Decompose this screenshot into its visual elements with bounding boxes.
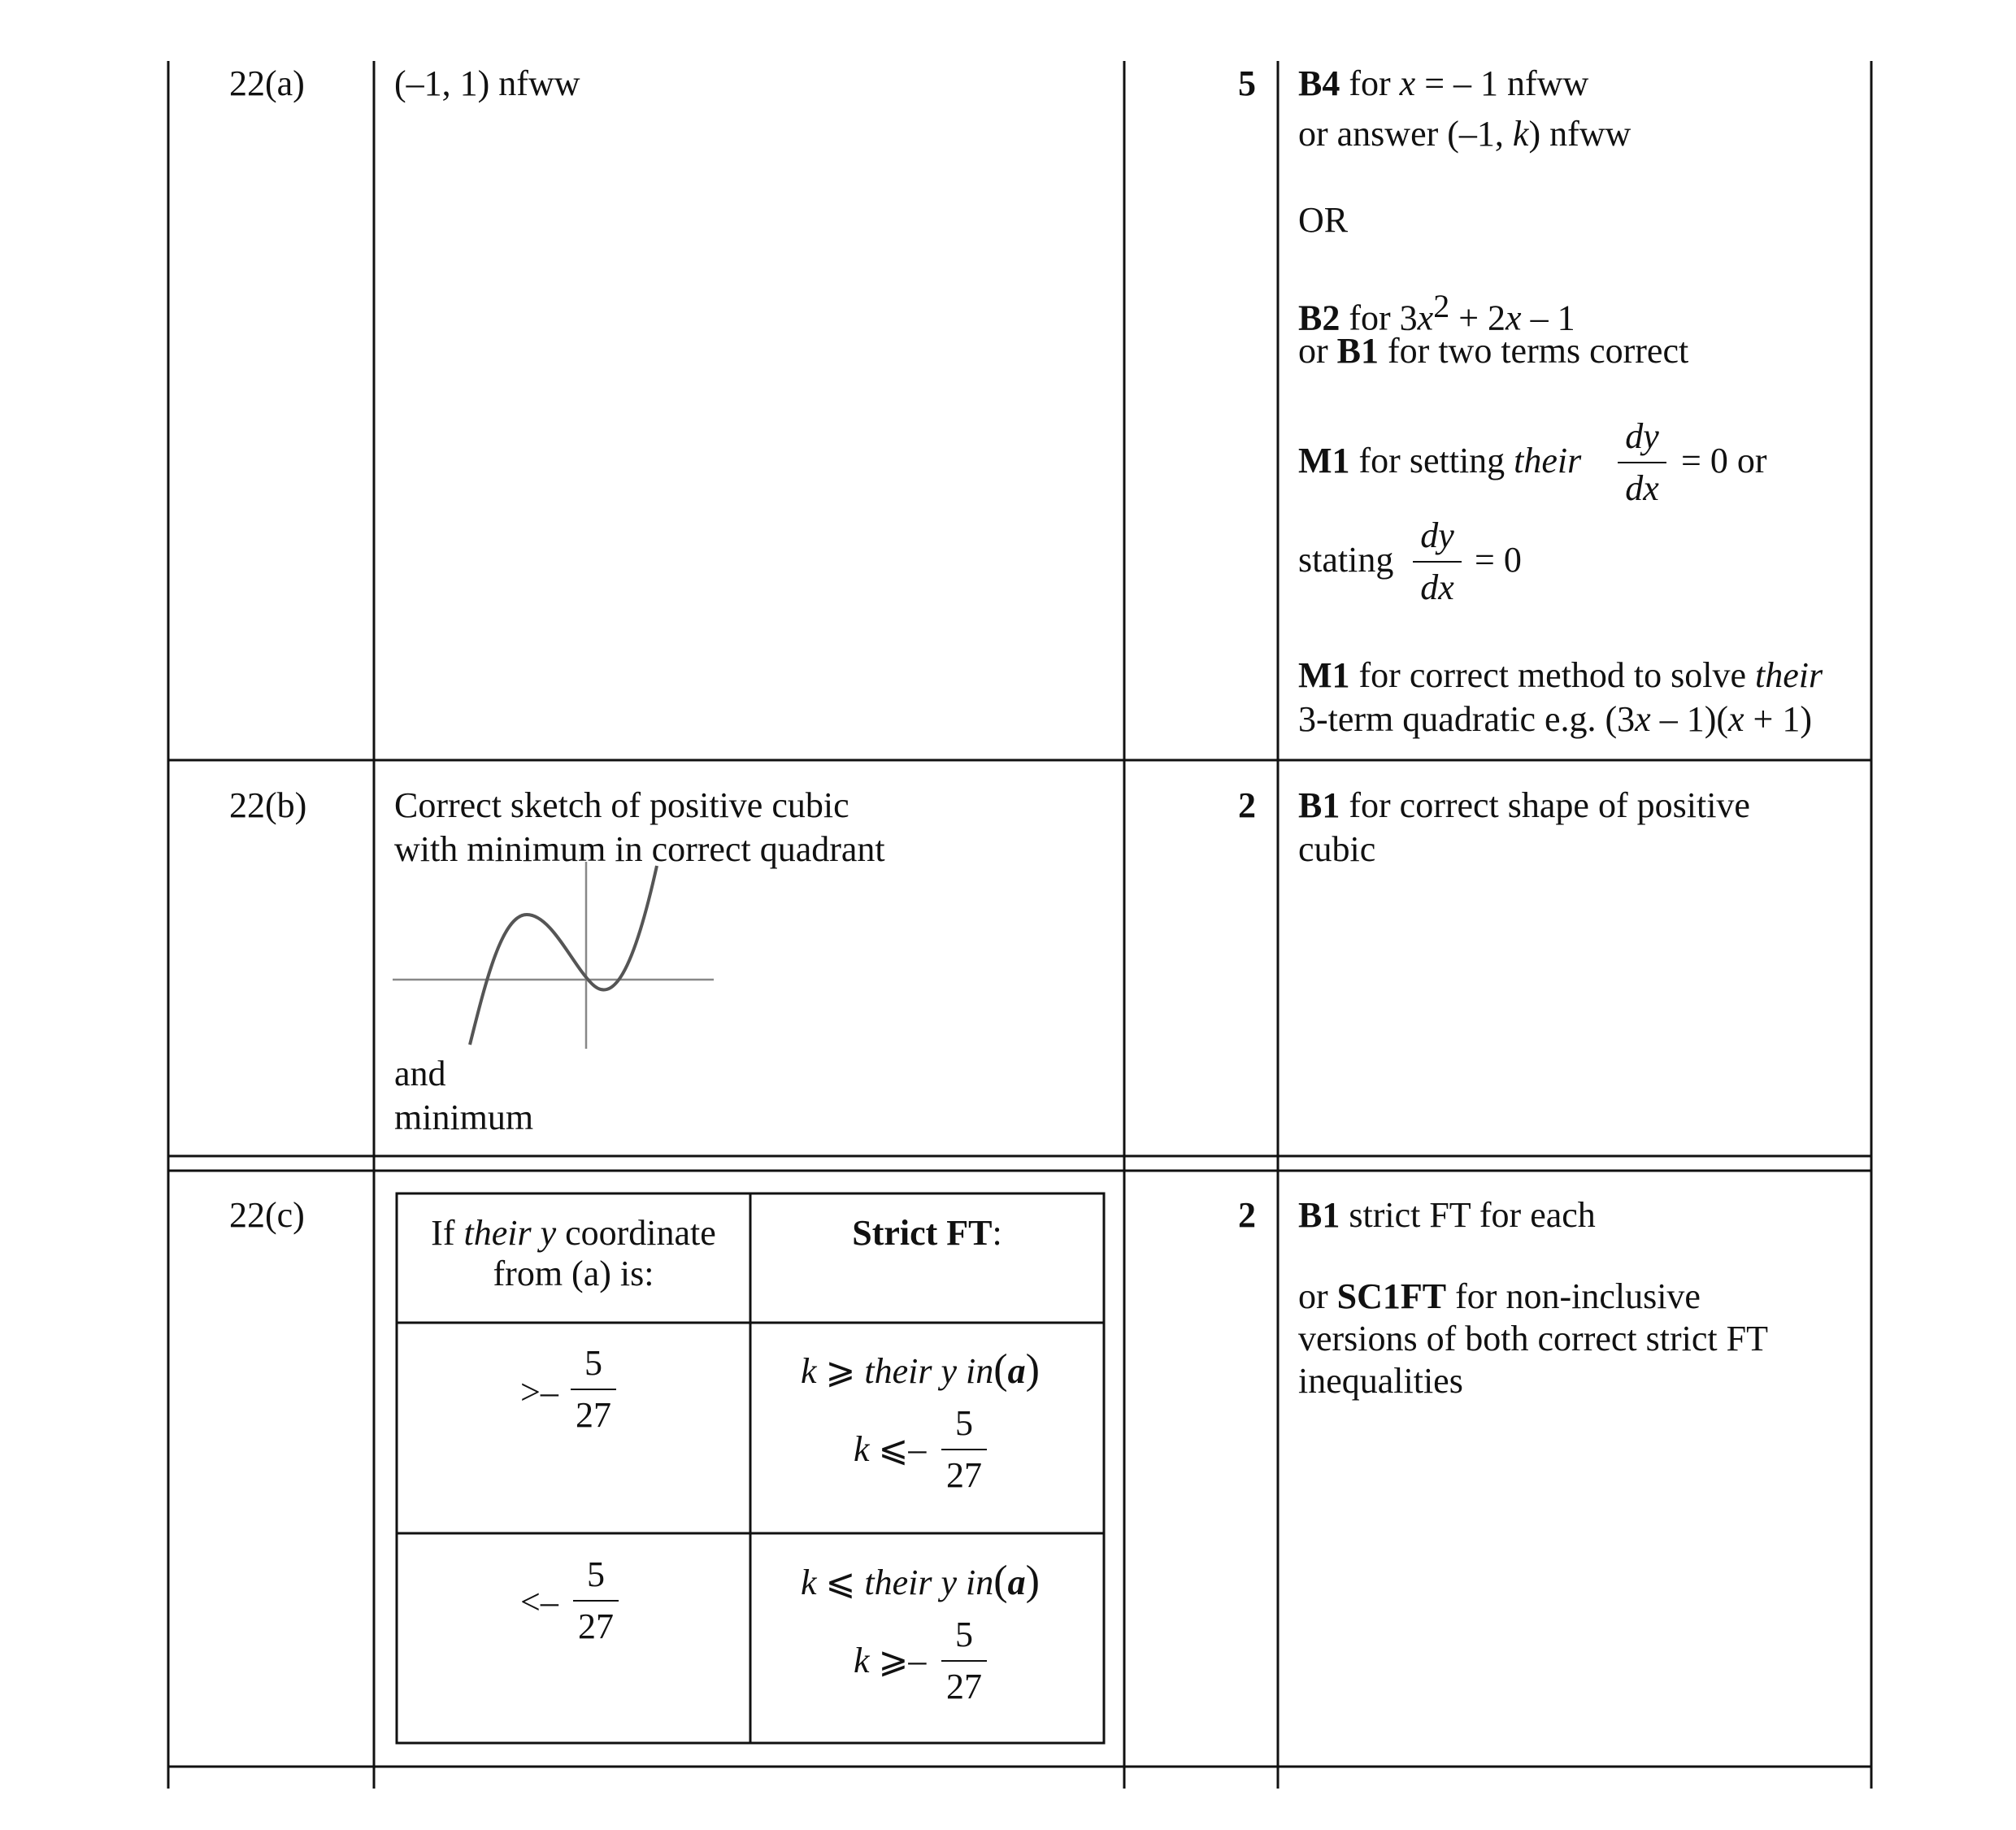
question-22c: 22(c) <box>229 1195 305 1235</box>
dydx-fraction-2: dy dx <box>1413 514 1462 610</box>
ft-row1-condition: >– <box>520 1372 558 1412</box>
note-or: OR <box>1298 200 1349 240</box>
answer-22b-line-4: minimum <box>394 1098 534 1137</box>
ft-row2-rule-2: k ⩾– <box>854 1641 927 1680</box>
ft-row1-rule-2-fraction: 5 27 <box>941 1402 987 1497</box>
note-stating-eq: = 0 <box>1475 540 1522 580</box>
ft-row2-fraction: 5 27 <box>573 1553 619 1649</box>
ft-head-right: Strict FT: <box>852 1213 1002 1253</box>
note-m1-setting: M1 for setting their <box>1298 441 1582 480</box>
answer-22b-line-2: with minimum in correct quadrant <box>394 829 885 869</box>
ft-head-left-1: If their y coordinate <box>431 1213 716 1253</box>
ft-row1-fraction: 5 27 <box>571 1341 616 1437</box>
note-22c-b1: B1 strict FT for each <box>1298 1195 1596 1235</box>
note-22c-sc-line-3: inequalities <box>1298 1361 1463 1401</box>
marks-22a: 5 <box>1238 63 1256 103</box>
note-22c-sc-line-1: or SC1FT for non-inclusive <box>1298 1276 1701 1316</box>
ft-row2-rule-2-fraction: 5 27 <box>941 1613 987 1709</box>
question-22b: 22(b) <box>229 785 307 825</box>
question-22a: 22(a) <box>229 63 305 103</box>
note-22b-b1-line-1: B1 for correct shape of positive <box>1298 785 1750 825</box>
note-m1-quadratic: 3-term quadratic e.g. (3x – 1)(x + 1) <box>1298 699 1812 739</box>
note-22b-b1-line-2: cubic <box>1298 829 1376 869</box>
note-b1-two-terms: or B1 for two terms correct <box>1298 331 1689 371</box>
note-b4-line: B4 for x = – 1 nfww <box>1298 63 1589 103</box>
cubic-curve <box>470 866 657 1045</box>
note-22c-sc-line-2: versions of both correct strict FT <box>1298 1319 1768 1358</box>
marks-22b: 2 <box>1238 785 1256 825</box>
answer-22b-line-3: and <box>394 1054 446 1093</box>
answer-22a: (–1, 1) nfww <box>394 63 580 103</box>
ft-row1-rule-1: k ⩾ their y in(a) <box>801 1346 1040 1393</box>
dydx-fraction-1: dy dx <box>1618 415 1666 511</box>
marks-22c: 2 <box>1238 1195 1256 1235</box>
ft-row2-rule-1: k ⩽ their y in(a) <box>801 1558 1040 1604</box>
cubic-sketch <box>389 858 722 1053</box>
note-b2-line: B2 for $3x^2 + 2x - 1$ <box>1298 288 1575 338</box>
ft-row2-condition: <– <box>520 1582 558 1622</box>
note-stating: stating <box>1298 540 1394 580</box>
note-m1-eq-or: = 0 or <box>1681 441 1767 480</box>
note-b4-or-line: or answer (–1, k) nfww <box>1298 114 1631 154</box>
ft-head-left-2: from (a) is: <box>493 1254 654 1293</box>
ft-row1-rule-2: k ⩽– <box>854 1429 927 1469</box>
answer-22b-line-1: Correct sketch of positive cubic <box>394 785 849 825</box>
note-m1-method: M1 for correct method to solve their <box>1298 655 1823 695</box>
